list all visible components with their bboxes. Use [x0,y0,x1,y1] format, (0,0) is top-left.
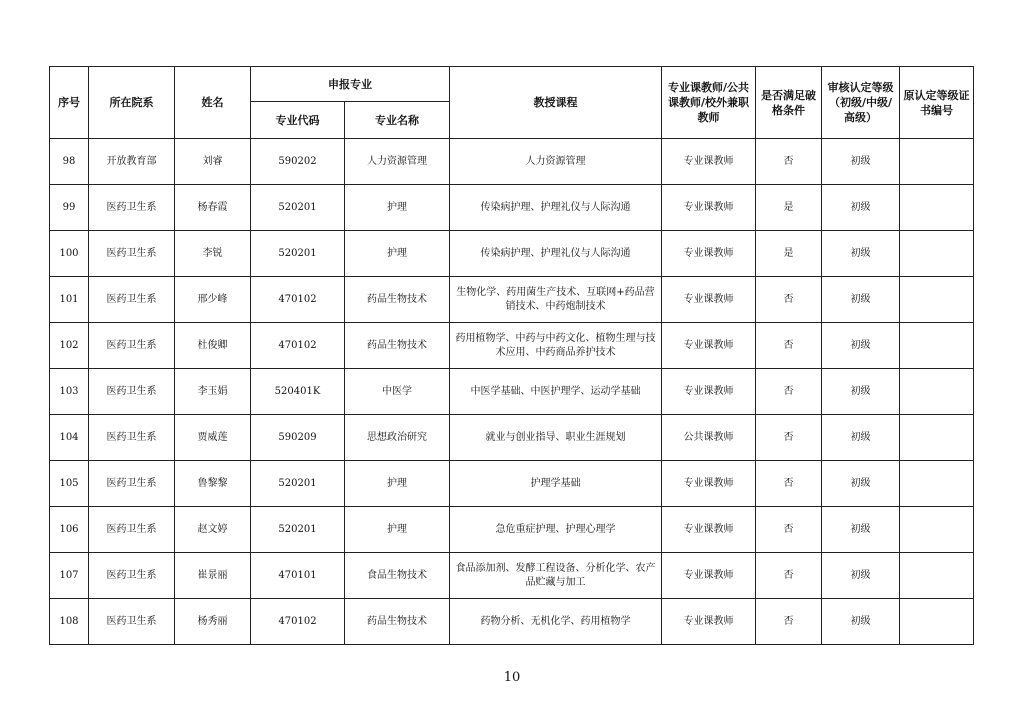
table-row [50,277,974,323]
cell-department: 医药卫生系 [89,369,175,415]
cell-courses: 药用植物学、中药与中药文化、植物生理与技术应用、中药商品养护技术 [450,323,662,369]
cell-major-code: 470102 [251,323,345,369]
cell-department: 医药卫生系 [89,553,175,599]
table-row [50,415,974,461]
cell-department: 医药卫生系 [89,185,175,231]
table-row [50,553,974,599]
cell-major-code: 520201 [251,507,345,553]
cell-major-code: 520401K [251,369,345,415]
cell-department: 医药卫生系 [89,277,175,323]
cell-review-level: 初级 [822,369,900,415]
cell-original-cert [900,553,974,599]
table-row [50,507,974,553]
cell-breakthrough: 否 [756,415,822,461]
cell-original-cert [900,277,974,323]
cell-major-name: 护理 [345,507,450,553]
cell-major-code: 470102 [251,599,345,645]
cell-seq: 98 [50,139,89,185]
cell-breakthrough: 否 [756,599,822,645]
header-row-top [50,67,974,102]
table-row [50,185,974,231]
cell-original-cert [900,599,974,645]
cell-original-cert [900,507,974,553]
cell-breakthrough: 否 [756,369,822,415]
table-body [50,139,974,645]
cell-seq: 99 [50,185,89,231]
cell-major-code: 470102 [251,277,345,323]
cell-breakthrough: 是 [756,185,822,231]
cell-name: 刘睿 [175,139,251,185]
table-row [50,461,974,507]
cell-major-code: 590202 [251,139,345,185]
cell-breakthrough: 是 [756,231,822,277]
cell-breakthrough: 否 [756,461,822,507]
header-department: 所在院系 [89,67,175,139]
cell-review-level: 初级 [822,231,900,277]
cell-courses: 传染病护理、护理礼仪与人际沟通 [450,185,662,231]
cell-courses: 食品添加剂、发酵工程设备、分析化学、农产品贮藏与加工 [450,553,662,599]
cell-breakthrough: 否 [756,139,822,185]
cell-review-level: 初级 [822,553,900,599]
cell-teacher-type: 专业课教师 [662,507,756,553]
page-number: 10 [503,670,521,685]
cell-breakthrough: 否 [756,277,822,323]
cell-review-level: 初级 [822,139,900,185]
cell-review-level: 初级 [822,277,900,323]
cell-review-level: 初级 [822,415,900,461]
cell-name: 崔景丽 [175,553,251,599]
teacher-certification-table [49,66,974,645]
cell-teacher-type: 专业课教师 [662,231,756,277]
cell-seq: 108 [50,599,89,645]
header-breakthrough: 是否满足破格条件 [756,67,822,139]
cell-major-name: 药品生物技术 [345,599,450,645]
cell-courses: 中医学基础、中医护理学、运动学基础 [450,369,662,415]
cell-courses: 生物化学、药用菌生产技术、互联网+药品营销技术、中药炮制技术 [450,277,662,323]
cell-department: 医药卫生系 [89,231,175,277]
cell-major-name: 食品生物技术 [345,553,450,599]
header-original-cert: 原认定等级证书编号 [900,67,974,139]
header-review-level: 审核认定等级（初级/中级/高级） [822,67,900,139]
cell-major-name: 药品生物技术 [345,323,450,369]
header-name: 姓名 [175,67,251,139]
cell-original-cert [900,185,974,231]
header-seq: 序号 [50,67,89,139]
header-major-code: 专业代码 [251,102,345,139]
cell-major-name: 护理 [345,231,450,277]
cell-department: 医药卫生系 [89,461,175,507]
cell-major-name: 人力资源管理 [345,139,450,185]
cell-breakthrough: 否 [756,553,822,599]
cell-major-name: 思想政治研究 [345,415,450,461]
cell-department: 医药卫生系 [89,323,175,369]
cell-name: 李玉娟 [175,369,251,415]
cell-name: 李锐 [175,231,251,277]
cell-teacher-type: 公共课教师 [662,415,756,461]
cell-courses: 急危重症护理、护理心理学 [450,507,662,553]
header-major-name: 专业名称 [345,102,450,139]
cell-teacher-type: 专业课教师 [662,461,756,507]
table-row [50,139,974,185]
cell-original-cert [900,323,974,369]
cell-name: 鲁黎黎 [175,461,251,507]
table-row [50,599,974,645]
cell-major-code: 590209 [251,415,345,461]
cell-teacher-type: 专业课教师 [662,277,756,323]
cell-teacher-type: 专业课教师 [662,553,756,599]
cell-name: 赵文婷 [175,507,251,553]
cell-department: 开放教育部 [89,139,175,185]
cell-major-code: 520201 [251,185,345,231]
cell-teacher-type: 专业课教师 [662,185,756,231]
cell-major-code: 520201 [251,231,345,277]
cell-major-name: 中医学 [345,369,450,415]
cell-major-name: 药品生物技术 [345,277,450,323]
header-courses: 教授课程 [450,67,662,139]
cell-name: 邢少峰 [175,277,251,323]
cell-courses: 药物分析、无机化学、药用植物学 [450,599,662,645]
cell-original-cert [900,461,974,507]
cell-breakthrough: 否 [756,507,822,553]
cell-teacher-type: 专业课教师 [662,139,756,185]
cell-seq: 103 [50,369,89,415]
cell-breakthrough: 否 [756,323,822,369]
header-declared-major: 申报专业 [251,67,450,102]
cell-name: 杨春霞 [175,185,251,231]
cell-review-level: 初级 [822,461,900,507]
cell-department: 医药卫生系 [89,415,175,461]
cell-seq: 107 [50,553,89,599]
cell-seq: 100 [50,231,89,277]
cell-original-cert [900,415,974,461]
cell-seq: 102 [50,323,89,369]
cell-major-code: 520201 [251,461,345,507]
cell-courses: 护理学基础 [450,461,662,507]
cell-review-level: 初级 [822,323,900,369]
cell-major-name: 护理 [345,185,450,231]
cell-courses: 人力资源管理 [450,139,662,185]
cell-name: 杜俊卿 [175,323,251,369]
cell-seq: 106 [50,507,89,553]
table-row [50,369,974,415]
cell-original-cert [900,139,974,185]
cell-department: 医药卫生系 [89,599,175,645]
cell-name: 贾威莲 [175,415,251,461]
cell-review-level: 初级 [822,599,900,645]
cell-name: 杨秀丽 [175,599,251,645]
cell-review-level: 初级 [822,185,900,231]
table-row [50,231,974,277]
cell-courses: 传染病护理、护理礼仪与人际沟通 [450,231,662,277]
cell-teacher-type: 专业课教师 [662,369,756,415]
cell-seq: 105 [50,461,89,507]
cell-teacher-type: 专业课教师 [662,323,756,369]
header-teacher-type: 专业课教师/公共课教师/校外兼职教师 [662,67,756,139]
cell-department: 医药卫生系 [89,507,175,553]
cell-major-code: 470101 [251,553,345,599]
cell-major-name: 护理 [345,461,450,507]
table-row [50,323,974,369]
cell-seq: 104 [50,415,89,461]
cell-teacher-type: 专业课教师 [662,599,756,645]
cell-review-level: 初级 [822,507,900,553]
cell-seq: 101 [50,277,89,323]
cell-courses: 就业与创业指导、职业生涯规划 [450,415,662,461]
cell-original-cert [900,369,974,415]
cell-original-cert [900,231,974,277]
